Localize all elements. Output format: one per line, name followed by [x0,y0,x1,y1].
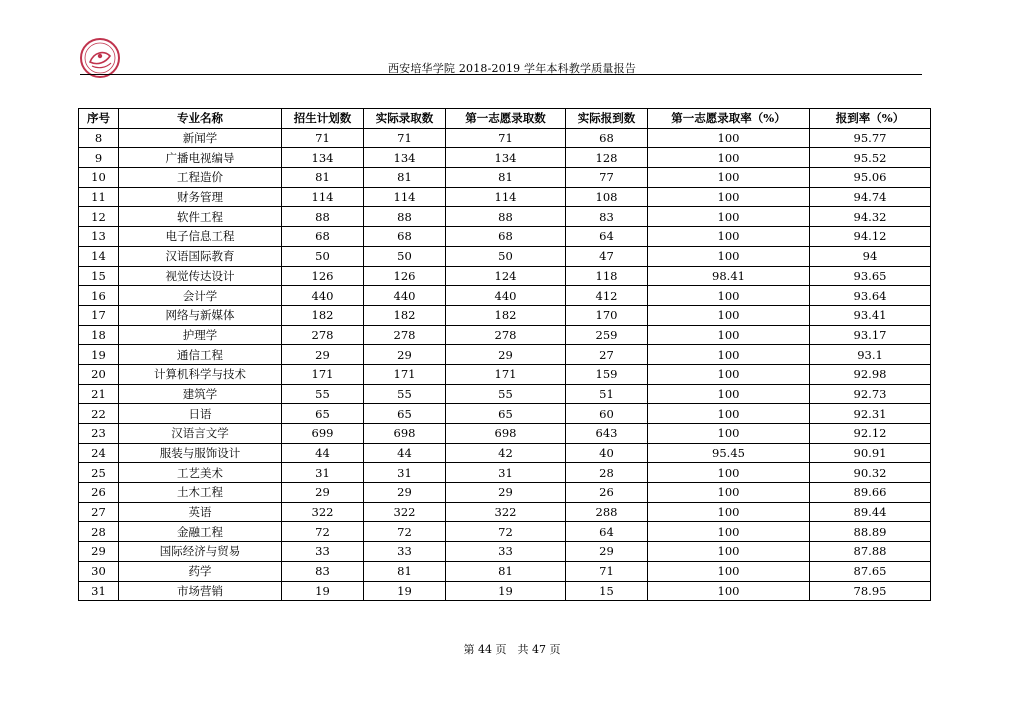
table-cell: 114 [446,187,566,207]
table-cell: 51 [566,384,648,404]
table-row [79,404,931,424]
table-cell: 42 [446,443,566,463]
table-cell: 15 [79,266,119,286]
table-cell: 44 [364,443,446,463]
table-cell: 19 [79,345,119,365]
table-cell: 汉语言文学 [119,424,282,444]
table-cell: 65 [282,404,364,424]
table-cell: 23 [79,424,119,444]
table-row [79,305,931,325]
table-cell: 170 [566,305,648,325]
table-cell: 服装与服饰设计 [119,443,282,463]
table-cell: 29 [364,345,446,365]
table-cell: 78.95 [810,581,931,601]
table-cell: 278 [446,325,566,345]
table-cell: 工程造价 [119,168,282,188]
table-row [79,463,931,483]
table-cell: 95.52 [810,148,931,168]
table-cell: 134 [364,148,446,168]
table-cell: 100 [648,463,810,483]
table-cell: 87.65 [810,561,931,581]
table-cell: 软件工程 [119,207,282,227]
table-cell: 87.88 [810,542,931,562]
table-cell: 322 [282,502,364,522]
table-cell: 100 [648,522,810,542]
table-cell: 29 [282,483,364,503]
table-cell: 114 [364,187,446,207]
table-cell: 15 [566,581,648,601]
table-cell: 64 [566,227,648,247]
table-cell: 55 [364,384,446,404]
table-cell: 29 [282,345,364,365]
table-cell: 国际经济与贸易 [119,542,282,562]
table-cell: 100 [648,168,810,188]
table-cell: 13 [79,227,119,247]
table-cell: 27 [79,502,119,522]
table-cell: 30 [79,561,119,581]
column-header: 第一志愿录取率（%） [648,109,810,129]
column-header: 第一志愿录取数 [446,109,566,129]
page-number: 第 44 页 共 47 页 [463,643,561,656]
table-cell: 19 [364,581,446,601]
column-header: 实际报到数 [566,109,648,129]
table-cell: 视觉传达设计 [119,266,282,286]
table-cell: 288 [566,502,648,522]
table-row [79,207,931,227]
table-cell: 93.1 [810,345,931,365]
table-cell: 88 [446,207,566,227]
table-cell: 81 [446,561,566,581]
column-header: 序号 [79,109,119,129]
table-cell: 英语 [119,502,282,522]
table-cell: 100 [648,345,810,365]
table-cell: 72 [364,522,446,542]
table-cell: 81 [282,168,364,188]
table-cell: 药学 [119,561,282,581]
table-row [79,227,931,247]
table-cell: 94.32 [810,207,931,227]
table-cell: 412 [566,286,648,306]
table-cell: 100 [648,227,810,247]
table-row [79,128,931,148]
table-cell: 68 [566,128,648,148]
table-cell: 44 [282,443,364,463]
enrollment-table [78,108,931,601]
table-cell: 100 [648,384,810,404]
table-row [79,168,931,188]
table-cell: 财务管理 [119,187,282,207]
table-cell: 25 [79,463,119,483]
table-cell: 81 [446,168,566,188]
table-cell: 60 [566,404,648,424]
table-cell: 643 [566,424,648,444]
table-row [79,443,931,463]
table-cell: 19 [446,581,566,601]
table-cell: 18 [79,325,119,345]
table-cell: 16 [79,286,119,306]
table-cell: 440 [282,286,364,306]
table-cell: 29 [446,345,566,365]
table-cell: 47 [566,246,648,266]
table-cell: 29 [446,483,566,503]
page-header-title: 西安培华学院 2018-2019 学年本科教学质量报告 [387,62,637,75]
table-cell: 72 [282,522,364,542]
table-row [79,424,931,444]
table-cell: 工艺美术 [119,463,282,483]
table-cell: 64 [566,522,648,542]
table-cell: 100 [648,561,810,581]
table-cell: 100 [648,502,810,522]
table-cell: 90.32 [810,463,931,483]
table-cell: 100 [648,542,810,562]
table-row [79,561,931,581]
table-cell: 171 [282,364,364,384]
table-cell: 83 [282,561,364,581]
table-row [79,542,931,562]
table-cell: 100 [648,364,810,384]
table-cell: 98.41 [648,266,810,286]
table-cell: 33 [364,542,446,562]
table-cell: 汉语国际教育 [119,246,282,266]
table-cell: 93.41 [810,305,931,325]
table-cell: 83 [566,207,648,227]
table-cell: 19 [282,581,364,601]
table-cell: 182 [282,305,364,325]
table-cell: 94 [810,246,931,266]
table-cell: 31 [282,463,364,483]
table-row [79,246,931,266]
table-cell: 建筑学 [119,384,282,404]
table-cell: 92.31 [810,404,931,424]
table-cell: 71 [282,128,364,148]
column-header: 专业名称 [119,109,282,129]
table-cell: 124 [446,266,566,286]
table-cell: 土木工程 [119,483,282,503]
table-cell: 会计学 [119,286,282,306]
table-cell: 28 [79,522,119,542]
table-cell: 95.77 [810,128,931,148]
table-cell: 55 [282,384,364,404]
table-cell: 金融工程 [119,522,282,542]
table-cell: 21 [79,384,119,404]
table-row [79,483,931,503]
table-cell: 93.64 [810,286,931,306]
table-cell: 广播电视编导 [119,148,282,168]
table-cell: 65 [446,404,566,424]
table-cell: 440 [364,286,446,306]
table-cell: 33 [446,542,566,562]
table-header-row [79,109,931,129]
table-cell: 14 [79,246,119,266]
table-cell: 95.06 [810,168,931,188]
table-cell: 698 [446,424,566,444]
table-cell: 440 [446,286,566,306]
table-cell: 65 [364,404,446,424]
table-cell: 88 [282,207,364,227]
table-body [79,128,931,601]
table-cell: 31 [364,463,446,483]
table-cell: 24 [79,443,119,463]
table-cell: 134 [446,148,566,168]
table-cell: 278 [282,325,364,345]
table-cell: 100 [648,246,810,266]
table-cell: 100 [648,148,810,168]
table-cell: 电子信息工程 [119,227,282,247]
table-cell: 126 [364,266,446,286]
table-cell: 322 [446,502,566,522]
table-cell: 100 [648,424,810,444]
table-cell: 20 [79,364,119,384]
table-cell: 100 [648,187,810,207]
table-cell: 92.73 [810,384,931,404]
table-cell: 68 [446,227,566,247]
table-cell: 182 [446,305,566,325]
table-cell: 100 [648,483,810,503]
table-cell: 68 [282,227,364,247]
table-cell: 100 [648,207,810,227]
table-cell: 77 [566,168,648,188]
table-cell: 50 [446,246,566,266]
table-cell: 71 [566,561,648,581]
table-row [79,266,931,286]
table-cell: 100 [648,581,810,601]
table-cell: 72 [446,522,566,542]
table-cell: 95.45 [648,443,810,463]
table-cell: 93.65 [810,266,931,286]
table-cell: 计算机科学与技术 [119,364,282,384]
table-cell: 171 [364,364,446,384]
table-cell: 92.12 [810,424,931,444]
table-cell: 100 [648,305,810,325]
table-cell: 28 [566,463,648,483]
table-cell: 29 [79,542,119,562]
table-cell: 81 [364,168,446,188]
table-cell: 通信工程 [119,345,282,365]
table-cell: 22 [79,404,119,424]
column-header: 招生计划数 [282,109,364,129]
table-cell: 50 [282,246,364,266]
table-cell: 31 [446,463,566,483]
table-cell: 94.12 [810,227,931,247]
table-cell: 31 [79,581,119,601]
table-cell: 159 [566,364,648,384]
table-cell: 114 [282,187,364,207]
table-cell: 新闻学 [119,128,282,148]
table-cell: 89.44 [810,502,931,522]
table-cell: 88.89 [810,522,931,542]
table-cell: 33 [282,542,364,562]
table-row [79,187,931,207]
table-cell: 118 [566,266,648,286]
table-cell: 171 [446,364,566,384]
table-cell: 94.74 [810,187,931,207]
table-cell: 100 [648,286,810,306]
table-cell: 128 [566,148,648,168]
table-cell: 29 [364,483,446,503]
table-cell: 27 [566,345,648,365]
table-row [79,345,931,365]
table-cell: 278 [364,325,446,345]
table-cell: 68 [364,227,446,247]
table-cell: 50 [364,246,446,266]
table-cell: 92.98 [810,364,931,384]
table-cell: 100 [648,128,810,148]
table-cell: 108 [566,187,648,207]
table-row [79,325,931,345]
table-row [79,581,931,601]
table-cell: 9 [79,148,119,168]
table-cell: 8 [79,128,119,148]
table-row [79,384,931,404]
table-row [79,522,931,542]
table-cell: 12 [79,207,119,227]
header-divider [80,74,922,75]
table-cell: 93.17 [810,325,931,345]
table-cell: 71 [364,128,446,148]
table-cell: 26 [79,483,119,503]
table-cell: 40 [566,443,648,463]
table-cell: 89.66 [810,483,931,503]
table-cell: 10 [79,168,119,188]
table-cell: 699 [282,424,364,444]
table-cell: 81 [364,561,446,581]
table-cell: 88 [364,207,446,227]
table-row [79,364,931,384]
table-cell: 182 [364,305,446,325]
table-cell: 259 [566,325,648,345]
table-cell: 17 [79,305,119,325]
table-row [79,148,931,168]
table-cell: 134 [282,148,364,168]
column-header: 实际录取数 [364,109,446,129]
table-cell: 322 [364,502,446,522]
table-cell: 698 [364,424,446,444]
table-cell: 日语 [119,404,282,424]
column-header: 报到率（%） [810,109,931,129]
table-cell: 55 [446,384,566,404]
table-cell: 26 [566,483,648,503]
table-cell: 护理学 [119,325,282,345]
table-cell: 126 [282,266,364,286]
table-cell: 100 [648,404,810,424]
table-row [79,286,931,306]
table-cell: 29 [566,542,648,562]
table-cell: 71 [446,128,566,148]
table-cell: 网络与新媒体 [119,305,282,325]
table-row [79,502,931,522]
table-cell: 市场营销 [119,581,282,601]
table-cell: 90.91 [810,443,931,463]
table-cell: 100 [648,325,810,345]
table-cell: 11 [79,187,119,207]
